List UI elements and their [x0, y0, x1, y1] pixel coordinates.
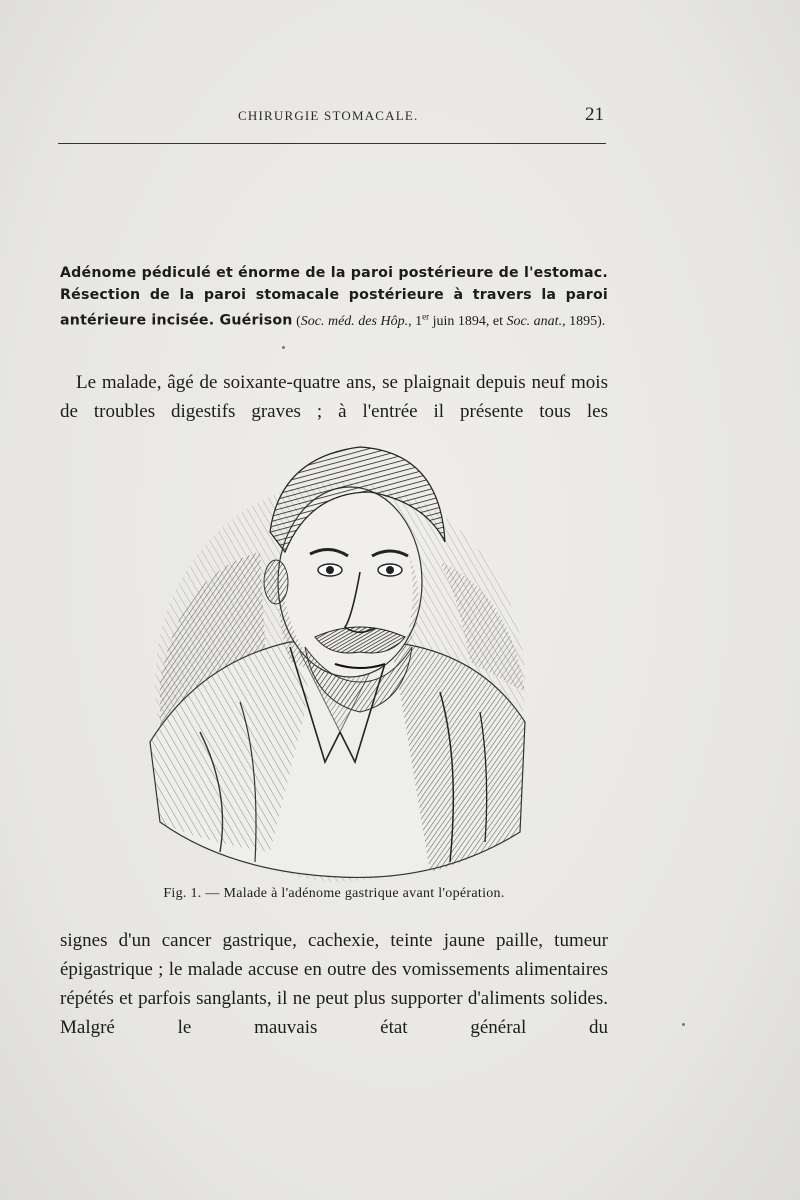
paper-speck [682, 1023, 685, 1026]
paper-speck [282, 346, 285, 349]
case-heading [60, 262, 608, 332]
paragraph-1: Le malade, âgé de soixante-quatre ans, se plaignait depuis neuf mois de troubles digestifs graves ; à l'entrée il présente tous les [60, 372, 608, 422]
running-head: CHIRURGIE STOMACALE. [238, 108, 419, 123]
case-title: Adénome pédiculé et énorme de la paroi postérieure de l'estomac. Résection de la paroi stomacale postérieure à travers la paroi antérieure incisée. Guérison [60, 265, 608, 329]
page-number: 21 [585, 104, 604, 125]
header-rule [58, 143, 606, 144]
paragraph-2: signes d'un cancer gastrique, cachexie, teinte jaune paille, tumeur épigastrique ; le malade accuse en outre des vomissements alimentaires répétés et parfois sanglants, il ne peut plus supporter d'aliments solides. Malgré le mauvais état général du [60, 930, 608, 1038]
case-reference: (Soc. méd. des Hôp., 1er juin 1894, et Soc. anat., 1895). [292, 311, 606, 329]
figure-caption: Fig. 1. — Malade à l'adénome gastrique avant l'opération. [163, 886, 505, 901]
patient-engraving [140, 432, 540, 882]
page-header [58, 104, 606, 132]
